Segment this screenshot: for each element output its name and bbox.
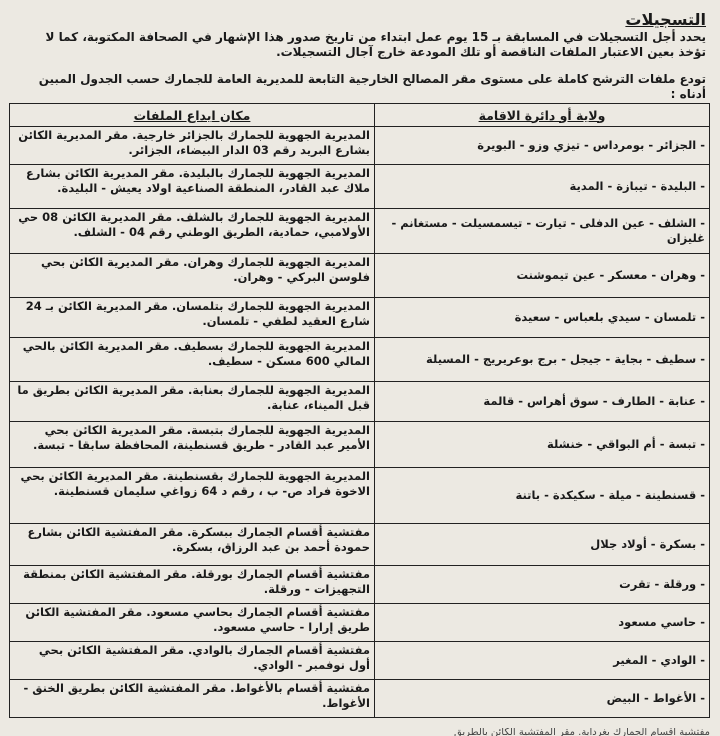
table-row (10, 165, 710, 209)
wilaya-cell: - الأغواط - البيض (375, 680, 710, 718)
wilaya-cell: - الوادي - المغير (375, 642, 710, 680)
table-row (10, 422, 710, 468)
wilaya-cell: - قسنطينة - ميلة - سكيكدة - باتنة (375, 468, 710, 524)
header-wilaya: ولاية أو دائرة الاقامة (375, 104, 710, 127)
deposit-place-cell: مفتشية أقسام الجمارك ببسكرة. مقر المفتشية الكائن بشارع حمودة أحمد بن عبد الرزاق، بسكرة. (10, 524, 375, 566)
wilaya-cell: - تلمسان - سيدي بلعباس - سعيدة (375, 298, 710, 338)
deposit-place-cell: المديرية الجهوية للجمارك بالشلف. مقر المديرية الكائن 08 حي الأولامبي، حمادية، الطريق الوطني رقم 04 - الشلف. (10, 209, 375, 254)
deposit-place-cell: مفتشية أقسام الجمارك بالوادي. مقر المفتشية الكائن بحي أول نوفمبر - الوادي. (10, 642, 375, 680)
wilaya-cell: - عنابة - الطارف - سوق أهراس - قالمة (375, 382, 710, 422)
deposit-place-cell: المديرية الجهوية للجمارك بالبليدة. مقر المديرية الكائن بشارع ملاك عبد القادر، المنطقة الصناعية اولاد يعيش - البليدة. (10, 165, 375, 209)
table-row (10, 382, 710, 422)
table-row (10, 338, 710, 382)
table-row (10, 468, 710, 524)
deposit-place-cell: المديرية الجهوية للجمارك بتلمسان. مقر المديرية الكائن بـ 24 شارع العقيد لطفي - تلمسان. (10, 298, 375, 338)
table-row (10, 642, 710, 680)
wilaya-cell: - الشلف - عين الدفلى - تيارت - تيسمسيلت - مستغانم - غليزان (375, 209, 710, 254)
deposit-place-cell: مفتشية أقسام الجمارك بورقلة. مقر المفتشية الكائن بمنطقة التجهيزات - ورقلة. (10, 566, 375, 604)
table-row (10, 680, 710, 718)
table-row (10, 604, 710, 642)
wilaya-cell: - ورقلة - تقرت (375, 566, 710, 604)
deposit-place-cell: المديرية الجهوية للجمارك بالجزائر خارجية. مقر المديرية الكائن بشارع البريد رقم 03 الدار البيضاء، الجزائر. (10, 127, 375, 165)
section-heading: التسجيلات (625, 10, 706, 29)
header-place: مكان ايداع الملفات (10, 104, 375, 127)
table-row (10, 298, 710, 338)
intro-paragraph: يحدد أجل التسجيلات في المسابقة بـ 15 يوم عمل ابتداء من تاريخ صدور هذا الإشهار في الصحافة المكتوبة، كما لا تؤخذ بعين الاعتبار الملفات الناقصة أو تلك المودعة خارج آجال التسجيلات. (45, 30, 706, 59)
wilaya-cell: - تبسة - أم البواقي - خنشلة (375, 422, 710, 468)
wilaya-cell: - حاسي مسعود (375, 604, 710, 642)
deposit-place-cell: المديرية الجهوية للجمارك بتبسة. مقر المديرية الكائن بحي الأمير عبد القادر - طريق قسنطينة، المحافظة سابقا - تبسة. (10, 422, 375, 468)
table-row (10, 209, 710, 254)
table-header-row (10, 104, 710, 127)
wilaya-cell: - البليدة - تيبازة - المدية (375, 165, 710, 209)
deposit-place-cell: المديرية الجهوية للجمارك بعنابة. مقر المديرية الكائن بطريق ما قبل الميناء، عنابة. (10, 382, 375, 422)
cut-off-row-text: مفتشية أقسام الجمارك بغرداية. مقر المفتشية الكائن بالطريق (454, 728, 710, 736)
deposit-place-cell: مفتشية أقسام بالأغواط. مقر المفتشية الكائن بطريق الخنق - الأغواط. (10, 680, 375, 718)
table-row (10, 254, 710, 298)
deposit-note: تودع ملفات الترشح كاملة على مستوى مقر المصالح الخارجية التابعة للمديرية العامة للجمارك حسب الجدول المبين أدناه : (38, 72, 706, 101)
wilaya-cell: - وهران - معسكر - عين تيموشنت (375, 254, 710, 298)
deposit-table (9, 103, 710, 718)
deposit-place-cell: المديرية الجهوية للجمارك وهران. مقر المديرية الكائن بحي فلوسن البركي - وهران. (10, 254, 375, 298)
deposit-place-cell: المديرية الجهوية للجمارك بسطيف. مقر المديرية الكائن بالحي المالي 600 مسكن - سطيف. (10, 338, 375, 382)
deposit-place-cell: مفتشية أقسام الجمارك بحاسي مسعود. مقر المفتشية الكائن طريق إرارا - حاسي مسعود. (10, 604, 375, 642)
wilaya-cell: - الجزائر - بومرداس - تيزي وزو - البويرة (375, 127, 710, 165)
wilaya-cell: - سطيف - بجاية - جيجل - برج بوعريريج - المسيلة (375, 338, 710, 382)
table-row (10, 127, 710, 165)
table-row (10, 566, 710, 604)
wilaya-cell: - بسكرة - أولاد جلال (375, 524, 710, 566)
table-row (10, 524, 710, 566)
deposit-place-cell: المديرية الجهوية للجمارك بقسنطينة. مقر المديرية الكائن بحي الاخوة فراد ص- ب ، رقم د 64 زواغي سليمان قسنطينة. (10, 468, 375, 524)
